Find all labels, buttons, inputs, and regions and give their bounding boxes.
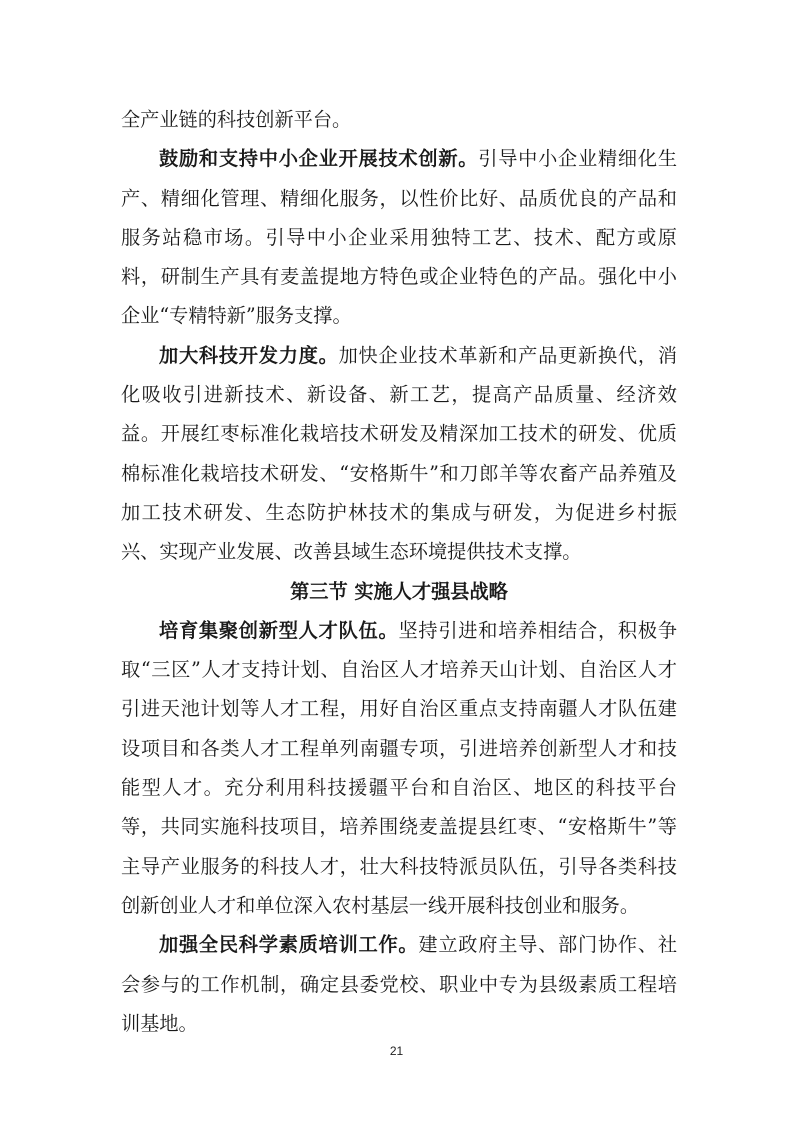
paragraph-text: 引导中小企业精细化生产、精细化管理、精细化服务，以性价比好、品质优良的产品和服务站稳市场。引导中小企业采用独特工艺、技术、配方或原料，研制生产具有麦盖提地方特色或企业特色的产品。强化中小企业“专精特新”服务支撑。	[121, 147, 678, 328]
body-text	[121, 100, 677, 1043]
page-number: 21	[389, 1044, 404, 1058]
paragraph-lead-bold: 鼓励和支持中小企业开展技术创新。	[159, 147, 479, 171]
paragraph-talent-team	[121, 611, 677, 925]
paragraph-lead-bold: 加强全民科学素质培训工作。	[159, 933, 419, 957]
paragraph-text: 全产业链的科技创新平台。	[121, 108, 352, 131]
paragraph-continuation	[121, 100, 677, 139]
paragraph-text: 加快企业技术革新和产品更新换代，消化吸收引进新技术、新设备、新工艺，提高产品质量、经济效益。开展红枣标准化栽培技术研发及精深加工技术的研发、优质棉标准化栽培技术研发、“安格斯牛”和刀郎羊等农畜产品养殖及加工技术研发、生态防护林技术的集成与研发，为促进乡村振兴、实现产业发展、改善县域生态环境提供技术支撑。	[121, 343, 678, 564]
paragraph-text: 建立政府主导、部门协作、社会参与的工作机制，确定县委党校、职业中专为县级素质工程培训基地。	[121, 933, 678, 1035]
paragraph-text: 坚持引进和培养相结合，积极争取“三区”人才支持计划、自治区人才培养天山计划、自治区人才引进天池计划等人才工程，用好自治区重点支持南疆人才队伍建设项目和各类人才工程单列南疆专项，引进培养创新型人才和技能型人才。充分利用科技援疆平台和自治区、地区的科技平台等，共同实施科技项目，培养围绕麦盖提县红枣、“安格斯牛”等主导产业服务的科技人才，壮大科技特派员队伍，引导各类科技创新创业人才和单位深入农村基层一线开展科技创业和服务。	[121, 618, 678, 917]
paragraph-science-literacy	[121, 925, 677, 1043]
section-heading: 第三节 实施人才强县战略	[290, 579, 508, 603]
paragraph-tech-development	[121, 336, 677, 572]
paragraph-lead-bold: 培育集聚创新型人才队伍。	[159, 618, 399, 642]
paragraph-sme-innovation	[121, 139, 677, 335]
paragraph-lead-bold: 加大科技开发力度。	[159, 343, 339, 367]
